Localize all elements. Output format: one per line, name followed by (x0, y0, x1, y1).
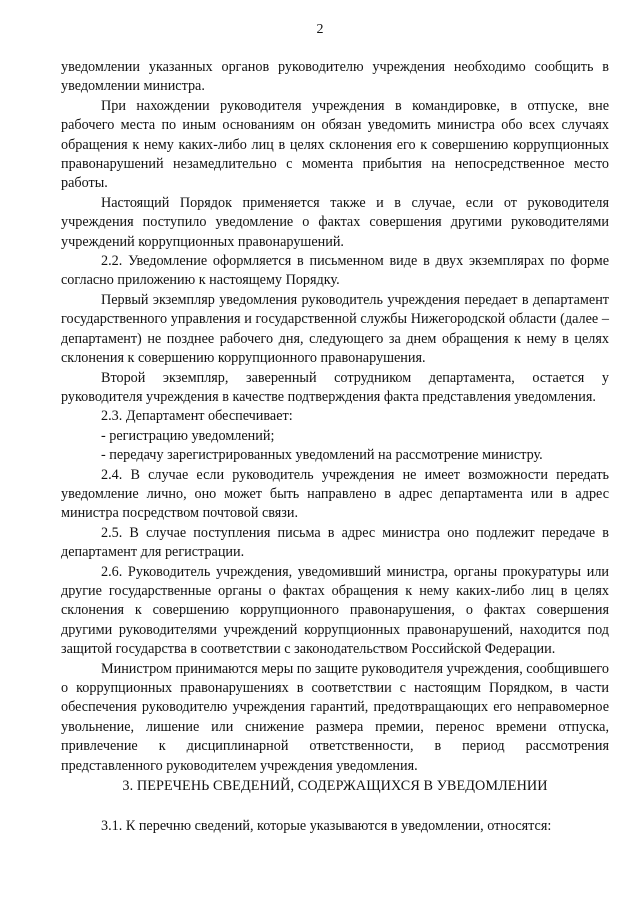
paragraph: 2.3. Департамент обеспечивает: (101, 408, 293, 425)
section-body (61, 817, 609, 836)
paragraph: - регистрацию уведомлений; (101, 427, 275, 444)
paragraph: 3.1. К перечню сведений, которые указываются в уведомлении, относятся: (101, 818, 552, 834)
paragraph: 2.4. В случае если руководитель учреждения не имеет возможности передать уведомление лично, оно может быть направлено в адрес департамента или в адрес министра посредством почтовой связи. (61, 466, 609, 522)
paragraph: Второй экземпляр, заверенный сотрудником департамента, остается у руководителя учреждения в качестве подтверждения факта представления уведомления. (61, 369, 609, 405)
paragraph: - передачу зарегистрированных уведомлений на рассмотрение министру. (101, 447, 543, 464)
paragraph: Министром принимаются меры по защите руководителя учреждения, сообщившего о коррупционных правонарушениях в соответствии с настоящим Порядком, в части обеспечения руководителю учреждения гарантий, предотвращающих его неправомерное увольнение, лишение или снижение размера премии, перенос времени отпуска, привлечение к дисциплинарной ответственности, в период рассмотрения представленного руководителем учреждения уведомления. (61, 660, 609, 774)
page-number: 2 (316, 22, 324, 37)
paragraph: 2.6. Руководитель учреждения, уведомивший министра, органы прокуратуры или другие государственные органы о фактах обращения к нему каких-либо лиц в целях склонения к совершению коррупционного правонарушения, о фактах совершения другими руководителями учреждений коррупционных правонарушений, находится под защитой государства в соответствии с законодательством Российской Федерации. (61, 563, 609, 658)
paragraph: При нахождении руководителя учреждения в командировке, в отпуске, вне рабочего места по иным основаниям он обязан уведомить министра обо всех случаях обращения к нему каких-либо лиц в целях склонения его к совершению коррупционных правонарушений незамедлительно с момента прибытия на непосредственное место работы. (61, 97, 609, 192)
document-body (61, 58, 609, 776)
paragraph: Настоящий Порядок применяется также и в случае, если от руководителя учреждения поступило уведомление о фактах совершения другими руководителями учреждений коррупционных правонарушений. (61, 194, 609, 250)
section-heading: 3. ПЕРЕЧЕНЬ СВЕДЕНИЙ, СОДЕРЖАЩИХСЯ В УВЕДОМЛЕНИИ (122, 778, 548, 794)
paragraph: Первый экземпляр уведомления руководитель учреждения передает в департамент государственного управления и государственной службы Нижегородской области (далее – департамент) не позднее рабочего дня, следующего за днем обращения к нему в целях склонения к совершению коррупционного правонарушения. (61, 291, 609, 367)
paragraph: уведомлении указанных органов руководителю учреждения необходимо сообщить в уведомлении министра. (61, 59, 609, 95)
paragraph: 2.5. В случае поступления письма в адрес министра оно подлежит передаче в департамент для регистрации. (61, 524, 609, 561)
paragraph: 2.2. Уведомление оформляется в письменном виде в двух экземплярах по форме согласно приложению к настоящему Порядку. (61, 253, 609, 289)
